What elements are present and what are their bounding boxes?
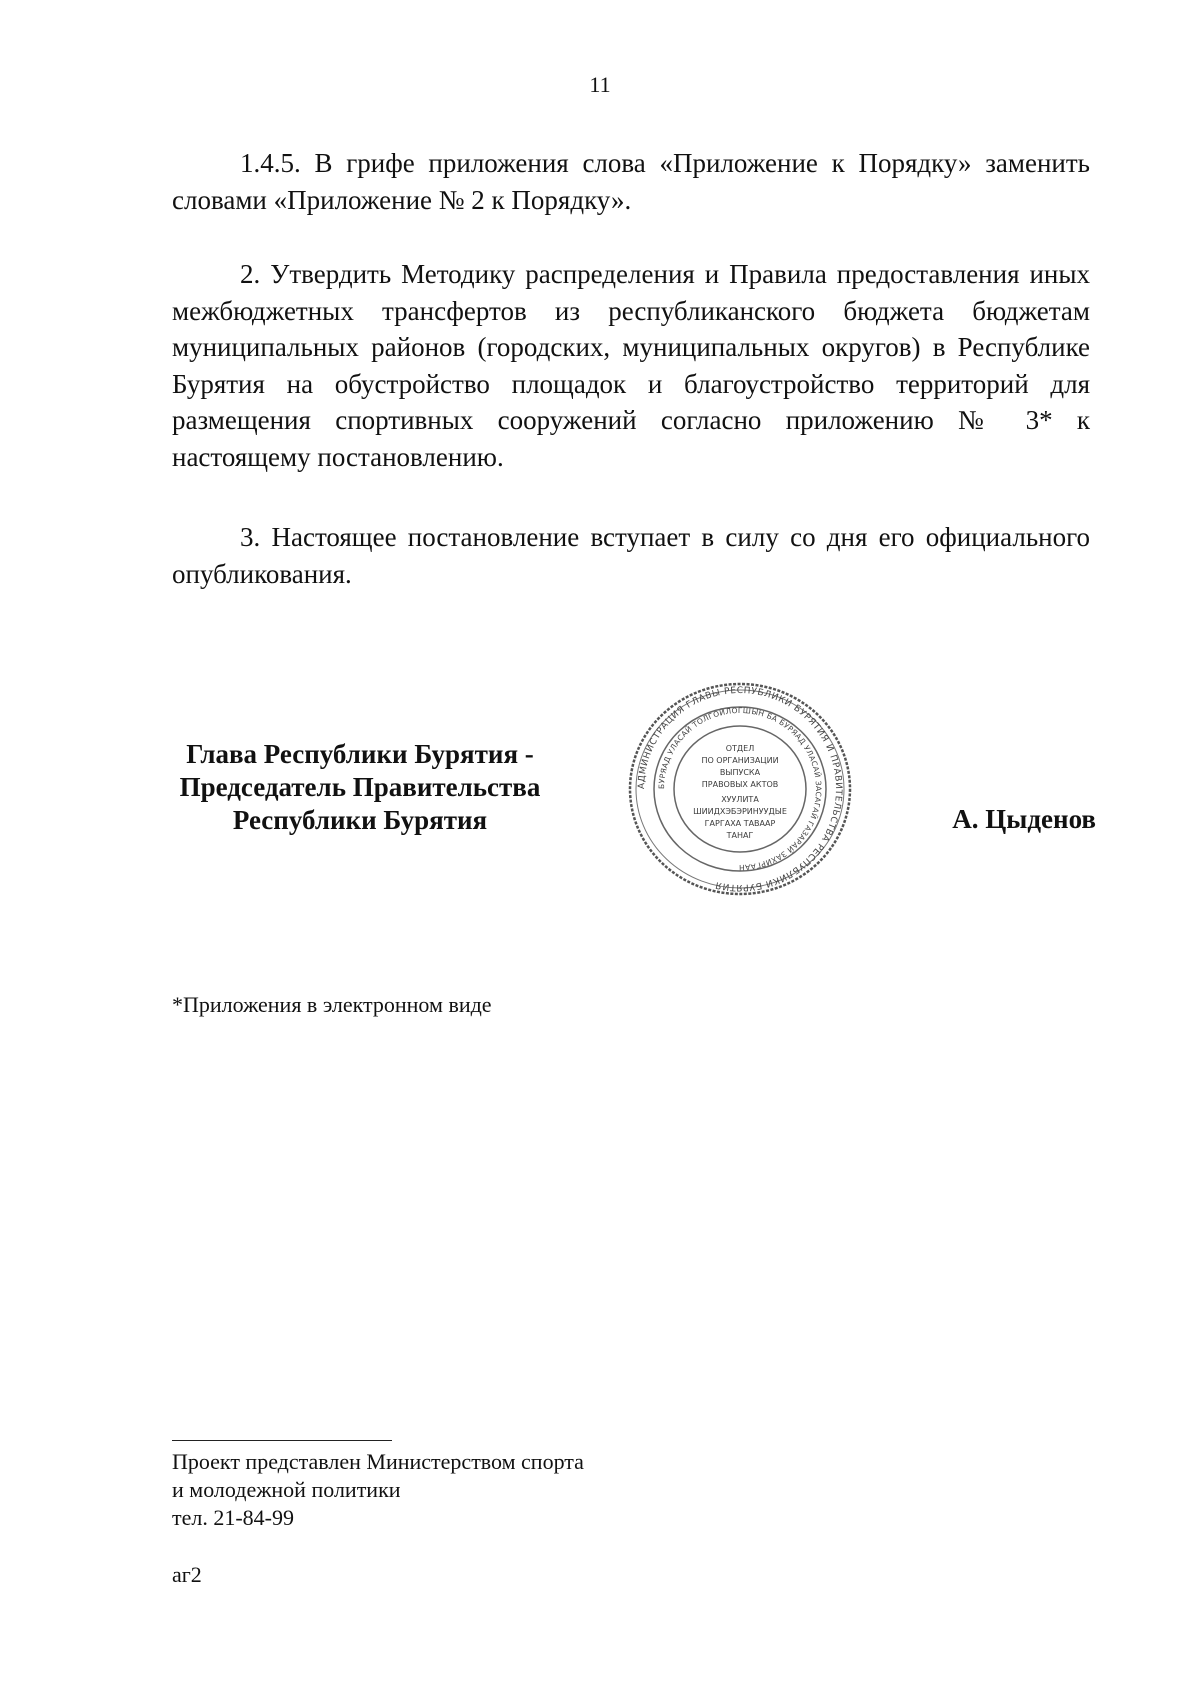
seal-inner-text: БУРЯАД УЛАСАЙ ТОЛГОЙЛОГШЫН БА БУРЯАД УЛАСАЙ ЗАСАГАЙ ГАЗАРАЙ ЗАХИРГААН <box>656 705 824 873</box>
seal-outer-text: АДМИНИСТРАЦИЯ ГЛАВЫ РЕСПУБЛИКИ БУРЯТИЯ И ПРАВИТЕЛЬСТВА РЕСПУБЛИКИ БУРЯТИЯ <box>636 685 844 893</box>
signatory-title-line-2: Председатель Правительства <box>179 772 541 802</box>
svg-text:АДМИНИСТРАЦИЯ ГЛАВЫ РЕСПУБЛИКИ <box>637 686 843 892</box>
paragraph-3: 3. Настоящее постановление вступает в силу со дня его официального опубликования. <box>172 522 1090 589</box>
attachments-note: *Приложения в электронном виде <box>172 992 492 1017</box>
document-code: аг2 <box>172 1562 202 1587</box>
paragraph-2: 2. Утвердить Методику распределения и Правила предоставления иных межбюджетных трансфертов из республиканского бюджета бюджетам муниципальных районов (городских, муниципальных округов) в Республике Бурятия на обустройство площадок и благоустройство территорий для размещения спортивных сооружений согласно приложению № 3* к настоящему постановлению. <box>172 259 1090 472</box>
signatory-name: А. Цыденов <box>952 804 1096 834</box>
footer-project-info <box>172 1448 584 1532</box>
seal-graphic <box>626 680 854 898</box>
footer-line-2: и молодежной политики <box>172 1477 401 1502</box>
page-number: 11 <box>589 72 611 97</box>
seal-center-line-5: ХУУЛИТА <box>721 795 759 804</box>
footer-divider <box>172 1440 392 1441</box>
footer-line-1: Проект представлен Министерством спорта <box>172 1449 584 1474</box>
seal-center-line-4: ПРАВОВЫХ АКТОВ <box>701 780 779 789</box>
seal-center-line-2: ПО ОРГАНИЗАЦИИ <box>701 756 779 765</box>
seal-center-line-7: ГАРГАХА ТАВААР <box>704 819 776 828</box>
signatory-title-line-3: Республики Бурятия <box>232 805 488 835</box>
signatory-title-line-1: Глава Республики Бурятия - <box>186 739 534 769</box>
official-seal-stamp <box>626 680 854 898</box>
seal-center-line-8: ТАНАГ <box>726 831 754 840</box>
footer-phone: тел. 21-84-99 <box>172 1505 295 1530</box>
signatory-title <box>150 738 570 837</box>
seal-center-line-3: ВЫПУСКА <box>719 768 761 777</box>
seal-center-line-6: ШИИДХЭБЭРИНУУДЫЕ <box>693 807 787 816</box>
seal-center-line-1: ОТДЕЛ <box>725 744 755 753</box>
svg-text:БУРЯАД УЛАСАЙ ТОЛГОЙЛОГШЫН БА <box>657 706 823 872</box>
paragraph-1-4-5: 1.4.5. В грифе приложения слова «Приложение к Порядку» заменить словами «Приложение № 2 к Порядку». <box>172 148 1090 215</box>
